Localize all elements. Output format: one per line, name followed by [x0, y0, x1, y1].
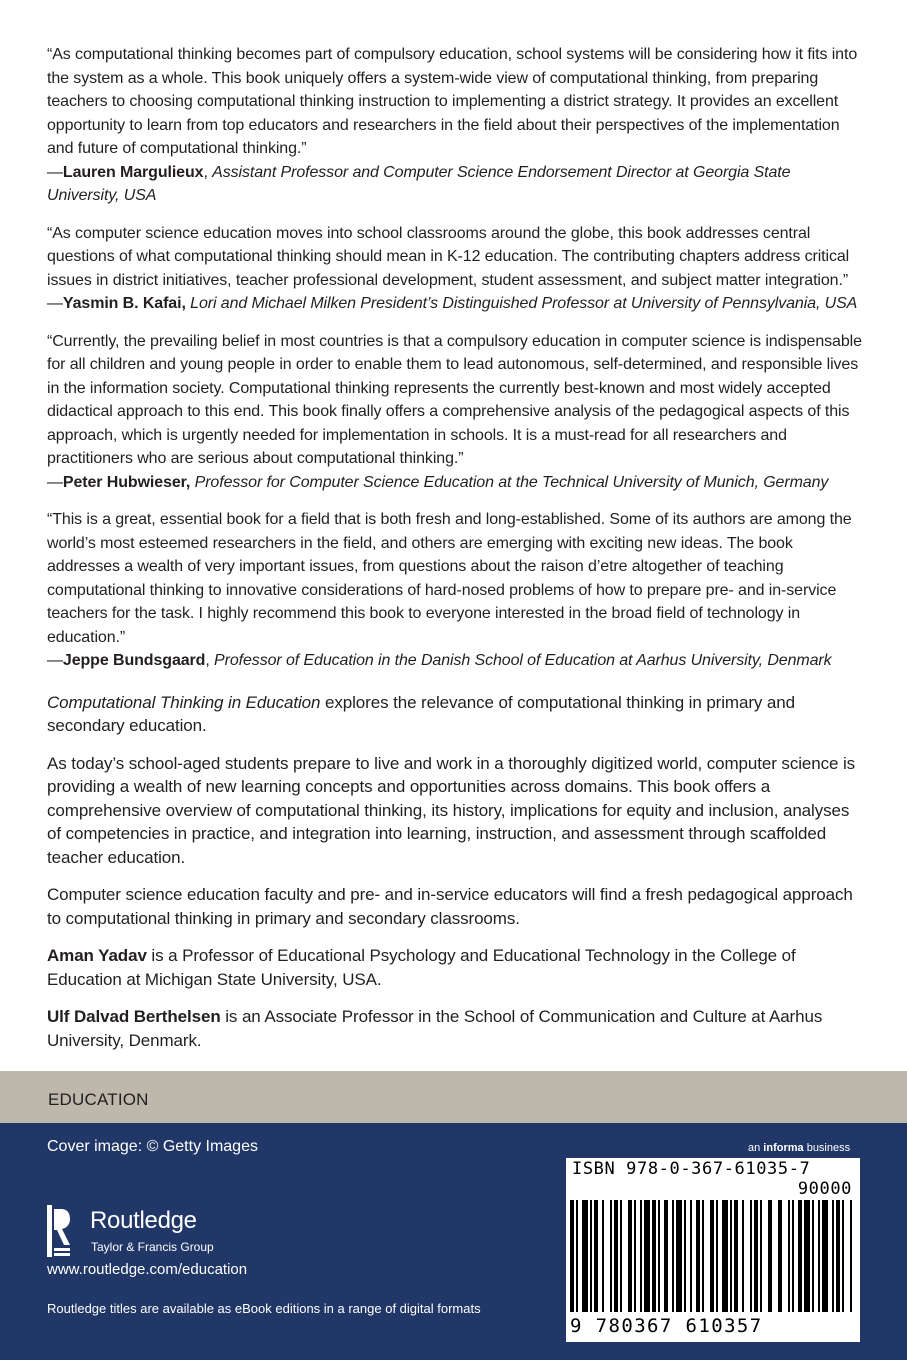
- endorsement-text: “As computer science education moves into school classrooms around the globe, this book addresses central questions of what computational thinking should mean in K-12 education. The contributing chapters address critical issues in district initiatives, teacher professional development, student assessment, and subject matter integration.”: [47, 224, 850, 289]
- endorser-name: Jeppe Bundsgaard: [62, 652, 206, 669]
- endorser-title: Lori and Michael Milken President’s Distinguished Professor at University of Pennsylvania, USA: [190, 295, 858, 312]
- cover-credit: Cover image: © Getty Images: [47, 1138, 258, 1155]
- author-name: Aman Yadav: [47, 946, 147, 965]
- book-description-intro: Computational Thinking in Education explores the relevance of computational thinking in primary and secondary education.: [47, 692, 795, 735]
- endorsement-text: “As computational thinking becomes part of compulsory education, school systems will be considering how it fits into the system as a whole. This book uniquely offers a system-wide view of computational thinking, from preparing teachers to choosing computational thinking instruction to implementing a district strategy. It provides an excellent opportunity to learn from top educators and researchers in the field about their perspectives of the implementation and future of computational thinking.”: [47, 46, 858, 157]
- endorser-name: Peter Hubwieser,: [62, 473, 191, 491]
- endorsement: [47, 330, 865, 495]
- endorsement-text: “This is a great, essential book for a field that is both fresh and long-established. Some of its authors are among the world’s most esteemed researchers in the field, and others are emerging with exciting new ideas. The book addresses a wealth of very important issues, from questions about the raison d’etre altogether of teaching computational thinking to innovative considerations of hard-nosed problems of how to prepare pre- and in-service teachers for the task. I highly recommend this book to everyone interested in the broad field of technology in education.”: [47, 511, 852, 646]
- barcode-icon: [570, 1200, 856, 1314]
- publisher-website[interactable]: www.routledge.com/education: [47, 1261, 248, 1278]
- isbn-barcode: [566, 1158, 860, 1342]
- author-name: Ulf Dalvad Berthelsen: [47, 1007, 221, 1026]
- ebook-note: Routledge titles are available as eBook editions in a range of digital formats: [47, 1301, 481, 1316]
- endorsement-attribution: —Jeppe Bundsgaard, Professor of Education in the Danish School of Education at Aarhus University, Denmark: [47, 652, 832, 669]
- publisher-group: Taylor & Francis Group: [91, 1240, 214, 1254]
- endorsement-attribution: —Peter Hubwieser, Professor for Computer Science Education at the Technical University of Munich, Germany: [47, 473, 829, 491]
- routledge-logo-icon: [47, 1205, 71, 1257]
- publisher-footer: [0, 1123, 907, 1360]
- endorsement-attribution: —Lauren Margulieux, Assistant Professor and Computer Science Endorsement Director at Georgia State University, USA: [47, 163, 791, 204]
- endorsement: [47, 43, 865, 208]
- book-description-body: As today’s school-aged students prepare to live and work in a thoroughly digitized world, computer science is providing a wealth of new learning concepts and opportunities across domains. This book offers a comprehensive overview of computational thinking, its history, implications for equity and inclusion, analyses of competencies in practice, and integration into learning, instruction, and assessment through scaffolded teacher education.: [47, 753, 856, 867]
- isbn-number: ISBN 978-0-367-61035-7: [572, 1159, 811, 1179]
- cover-text: [47, 43, 865, 1066]
- endorsement: [47, 508, 865, 673]
- author-bio: Ulf Dalvad Berthelsen is an Associate Professor in the School of Communication and Culture at Aarhus University, Denmark.: [47, 1007, 823, 1050]
- endorser-name: Lauren Margulieux: [62, 163, 204, 181]
- endorsement-attribution: —Yasmin B. Kafai, Lori and Michael Milken President’s Distinguished Professor at University of Pennsylvania, USA: [47, 295, 858, 312]
- publisher-name: Routledge: [90, 1207, 197, 1234]
- endorsement: [47, 222, 865, 316]
- endorsement-text: “Currently, the prevailing belief in most countries is that a compulsory education in computer science is indispensable for all children and young people in order to enable them to lead autonomous, self-determined, and responsible lives in the information society. Computational thinking represents the currently best-known and most widely accepted didactical approach to this end. This book finally offers a comprehensive analysis of the pedagogical aspects of this approach, which is urgently needed for implementation in schools. It is a must-read for all researchers and practitioners who are serious about computational thinking.”: [47, 332, 862, 467]
- endorser-name: Yasmin B. Kafai,: [62, 295, 186, 312]
- category-label: EDUCATION: [48, 1090, 149, 1109]
- endorser-title: Assistant Professor and Computer Science Endorsement Director at Georgia State University, USA: [47, 163, 791, 204]
- category-band: [0, 1071, 907, 1123]
- ean-number: 9 780367 610357: [570, 1315, 763, 1337]
- price-code: 90000: [797, 1179, 852, 1199]
- endorser-title: Professor for Computer Science Education at the Technical University of Munich, Germany: [194, 473, 829, 491]
- book-title: Computational Thinking in Education: [47, 692, 321, 712]
- book-description-audience: Computer science education faculty and pre- and in-service educators will find a fresh pedagogical approach to computational thinking in primary and secondary classrooms.: [47, 885, 853, 928]
- endorser-title: Professor of Education in the Danish School of Education at Aarhus University, Denmark: [214, 652, 832, 669]
- author-bio: Aman Yadav is a Professor of Educational Psychology and Educational Technology in the College of Education at Michigan State University, USA.: [47, 946, 796, 989]
- informa-tagline: an informa business: [748, 1142, 851, 1154]
